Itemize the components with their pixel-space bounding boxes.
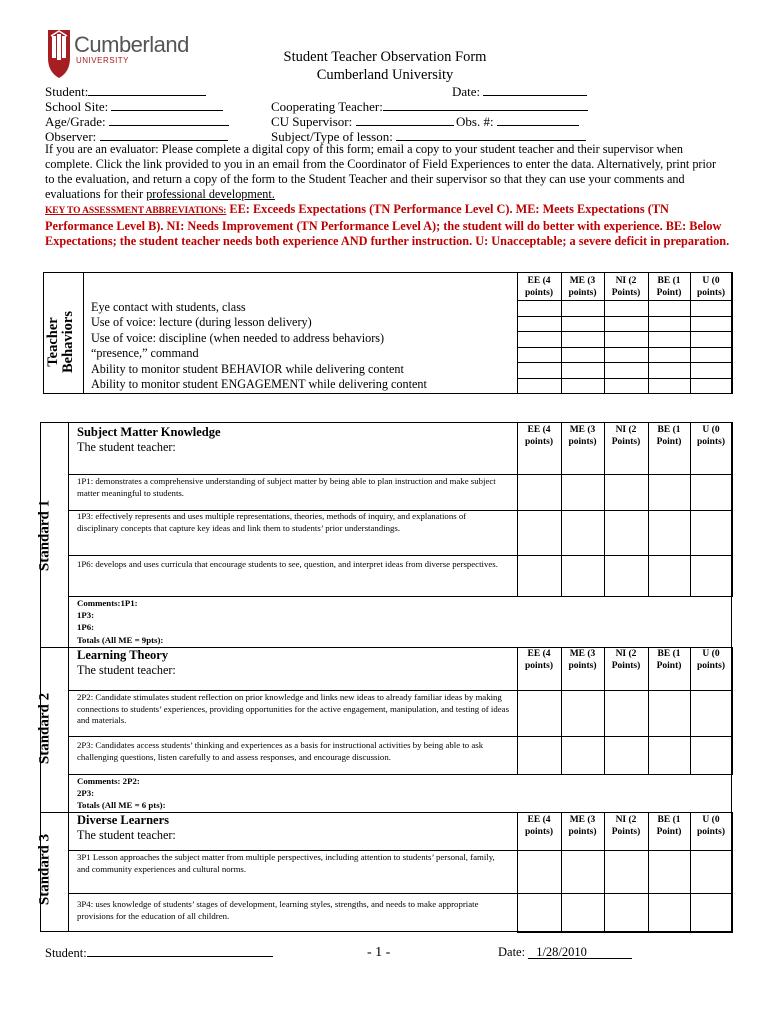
standard-3-item-3p1: 3P1 Lesson approaches the subject matter from multiple perspectives, including attention to students’ personal, family, and community experiences and cultural norms. (77, 852, 495, 874)
standard-3-rating-cell[interactable] (648, 850, 691, 894)
standard-2-rating-cell[interactable] (648, 736, 691, 775)
standard-1-rating-cell[interactable] (561, 510, 605, 556)
behavior-rating-cell[interactable] (517, 347, 562, 363)
behavior-rating-cell[interactable] (561, 378, 605, 394)
standard-1-item-1p1: 1P1: demonstrates a comprehensive understanding of subject matter by being able to plan instruction and make subject matter meaningful to students. (77, 476, 496, 498)
standard-3-rating-cell[interactable] (517, 893, 562, 933)
standard-3-rating-cell[interactable] (604, 850, 649, 894)
standard-3-label: Standard 3 (36, 833, 53, 906)
behavior-rating-cell[interactable] (561, 316, 605, 332)
cu-supervisor-field[interactable] (271, 114, 454, 129)
school-site-label: School Site: (45, 99, 109, 114)
standard-1-rating-cell[interactable] (690, 474, 733, 511)
behavior-rating-cell[interactable] (648, 331, 691, 348)
standard-2-rating-cell[interactable] (561, 690, 605, 737)
standard-1-rating-cell[interactable] (648, 474, 691, 511)
behavior-rating-cell[interactable] (561, 300, 605, 317)
rating-column-header: BE (1 Point) (656, 815, 682, 837)
behavior-rating-cell[interactable] (648, 300, 691, 317)
behavior-rating-cell[interactable] (517, 378, 562, 394)
standard-1-rating-cell[interactable] (517, 474, 562, 511)
behavior-rating-cell[interactable] (604, 331, 649, 348)
standard-1-label: Standard 1 (36, 499, 53, 572)
behavior-rating-cell[interactable] (648, 347, 691, 363)
standard-2-rating-cell[interactable] (561, 736, 605, 775)
rating-column-header: EE (4 points) (525, 276, 553, 298)
behavior-rating-cell[interactable] (690, 378, 733, 394)
standard-3-subtitle: The student teacher: (77, 828, 176, 842)
form-university: Cumberland University (316, 67, 454, 83)
standard-2-item-2p2: 2P2: Candidate stimulates student reflection on prior knowledge and links new ideas to already familiar ideas by making connections to students’ experiences, providing opportunities for the active engagement, manipulation, and testing of ideas and materials. (77, 692, 509, 725)
behavior-rating-cell[interactable] (604, 300, 649, 317)
rating-column-header: NI (2 Points) (611, 276, 641, 298)
cooperating-teacher-label: Cooperating Teacher: (271, 99, 383, 114)
behavior-rating-cell[interactable] (648, 378, 691, 394)
standard-3-item-3p4: 3P4: uses knowledge of students’ stages of development, learning styles, strengths, and needs to make appropriate provisions for the education of all children. (77, 899, 479, 921)
standard-1-rating-cell[interactable] (517, 510, 562, 556)
behavior-item: “presence,” command (91, 346, 199, 360)
standard-1-rating-cell[interactable] (690, 555, 733, 597)
behavior-rating-cell[interactable] (561, 347, 605, 363)
rating-column-header: BE (1 Point) (656, 425, 682, 447)
standard-1-rating-cell[interactable] (648, 510, 691, 556)
logo-sub: UNIVERSITY (76, 56, 130, 65)
behavior-rating-cell[interactable] (690, 316, 733, 332)
standard-3-rating-cell[interactable] (690, 850, 733, 894)
cooperating-teacher-field[interactable] (271, 99, 588, 114)
standard-1-rating-cell[interactable] (604, 510, 649, 556)
rating-column-header: ME (3 points) (568, 649, 597, 671)
behavior-rating-cell[interactable] (690, 362, 733, 379)
behavior-rating-cell[interactable] (517, 316, 562, 332)
age-grade-label: Age/Grade: (45, 114, 106, 129)
standard-3-rating-cell[interactable] (561, 850, 605, 894)
standard-1-title: Subject Matter Knowledge (77, 425, 221, 439)
row-divider (68, 510, 517, 511)
age-grade-field[interactable] (45, 114, 229, 129)
standard-1-item-1p3: 1P3: effectively represents and uses multiple representations, theories, methods of inquiry, and explanations of disciplinary concepts that capture key ideas and link them to students’ prior understandings. (77, 511, 467, 533)
standard-2-rating-cell[interactable] (690, 690, 733, 737)
subject-type-label: Subject/Type of lesson: (271, 129, 393, 144)
behavior-rating-cell[interactable] (604, 378, 649, 394)
standard-1-rating-cell[interactable] (517, 555, 562, 597)
cu-supervisor-label: CU Supervisor: (271, 114, 353, 129)
rating-column-header: U (0 points) (697, 276, 725, 298)
behavior-item: Use of voice: lecture (during lesson delivery) (91, 315, 312, 329)
footer-date-label: Date: (498, 945, 526, 959)
footer-student[interactable] (45, 945, 273, 961)
standard-2-rating-cell[interactable] (604, 690, 649, 737)
behavior-rating-cell[interactable] (604, 362, 649, 379)
observer-label: Observer: (45, 129, 97, 144)
standard-2-title: Learning Theory (77, 648, 169, 662)
form-title: Student Teacher Observation Form (283, 49, 487, 65)
row-divider (68, 474, 517, 475)
behavior-rating-cell[interactable] (690, 331, 733, 348)
behavior-rating-cell[interactable] (561, 331, 605, 348)
standard-1-subtitle: The student teacher: (77, 440, 176, 454)
row-divider (68, 893, 517, 894)
date-label: Date: (452, 84, 481, 99)
logo-name: Cumberland (74, 32, 189, 57)
student-label: Student: (45, 84, 89, 99)
page-number: - 1 - (367, 945, 391, 960)
behavior-rating-cell[interactable] (648, 316, 691, 332)
footer-date-value: 1/28/2010 (528, 946, 632, 959)
key-title: KEY TO ASSESSMENT ABBREVIATIONS: (45, 206, 227, 216)
rating-column-header: NI (2 Points) (611, 815, 641, 837)
standard-1-rating-cell[interactable] (604, 474, 649, 511)
assessment-key (45, 202, 735, 249)
behavior-rating-cell[interactable] (604, 316, 649, 332)
rating-column-header: EE (4 points) (525, 815, 553, 837)
behavior-rating-cell[interactable] (517, 300, 562, 317)
teacher-behaviors-label: Teacher Behaviors (45, 310, 76, 374)
standard-1-rating-cell[interactable] (690, 510, 733, 556)
rating-column-header: ME (3 points) (568, 815, 597, 837)
behavior-rating-cell[interactable] (561, 362, 605, 379)
standard-2-subtitle: The student teacher: (77, 663, 176, 677)
row-divider (68, 596, 732, 597)
rating-column-header: U (0 points) (697, 425, 725, 447)
standard-3-rating-cell[interactable] (690, 893, 733, 933)
row-divider (68, 555, 517, 556)
obs-number-label: Obs. #: (456, 114, 494, 129)
behavior-item: Ability to monitor student BEHAVIOR while delivering content (91, 362, 404, 376)
rating-column-header: U (0 points) (697, 815, 725, 837)
key-text: EE: Exceeds Expectations (TN Performance Level C). ME: Meets Expectations (TN Performance Level B). NI: Needs Improvement (TN Performance Level A); the student will do better with experience. BE: Below Expectations; the student teacher needs both experience AND further instruction. U: Unacceptable; a severe deficit in preparation. (45, 202, 730, 248)
rating-column-header: EE (4 points) (525, 649, 553, 671)
standard-2-rating-cell[interactable] (604, 736, 649, 775)
standard-2-rating-cell[interactable] (648, 690, 691, 737)
behavior-rating-cell[interactable] (517, 331, 562, 348)
behavior-item: Eye contact with students, class (91, 300, 246, 314)
standard-1-rating-cell[interactable] (648, 555, 691, 597)
rating-column-header: BE (1 Point) (656, 649, 682, 671)
standard-3-rating-cell[interactable] (517, 850, 562, 894)
rating-column-header: ME (3 points) (568, 425, 597, 447)
standard-2-item-2p3: 2P3: Candidates access students’ thinking and experiences as a basis for instructional activities by being able to ask challenging questions, listen carefully to and assess responses, and encourage discussion. (77, 740, 484, 762)
rating-column-header: U (0 points) (697, 649, 725, 671)
row-divider (68, 736, 517, 737)
standard-3-rating-cell[interactable] (648, 893, 691, 933)
rating-column-header: NI (2 Points) (611, 649, 641, 671)
standard-3-rating-cell[interactable] (604, 893, 649, 933)
behavior-rating-cell[interactable] (604, 347, 649, 363)
behavior-rating-cell[interactable] (690, 347, 733, 363)
standard-3-title: Diverse Learners (77, 813, 169, 827)
obs-number-field[interactable] (456, 114, 579, 129)
behavior-rating-cell[interactable] (517, 362, 562, 379)
footer-date[interactable] (498, 945, 632, 960)
rating-column-header: BE (1 Point) (656, 276, 682, 298)
rating-column-header: NI (2 Points) (611, 425, 641, 447)
behavior-item: Ability to monitor student ENGAGEMENT while delivering content (91, 377, 427, 391)
row-divider (68, 774, 732, 775)
footer-student-label: Student: (45, 946, 87, 960)
school-site-field[interactable] (45, 99, 223, 114)
standard-1-rating-cell[interactable] (561, 474, 605, 511)
standard-2-rating-cell[interactable] (517, 736, 562, 775)
standard-1-comments[interactable]: Comments:1P1: 1P3: 1P6: Totals (All ME = 9pts): (77, 598, 164, 645)
rating-column-header: ME (3 points) (568, 276, 597, 298)
standard-1-item-1p6: 1P6: develops and uses curricula that encourage students to see, question, and interpret ideas from diverse perspectives. (77, 559, 498, 569)
student-field[interactable] (45, 84, 206, 99)
behavior-rating-cell[interactable] (690, 300, 733, 317)
evaluator-instructions: If you are an evaluator: Please complete a digital copy of this form; email a copy to your student teacher and their supervisor when complete. Click the link provided to you in an email from the Coordinator of Field Experiences to enter the data. Alternatively, print prior to the evaluation, and return a copy of the form to the Student Teacher and their supervisor so that they can use your comments and evaluations for their professional development. (45, 142, 717, 201)
standard-2-rating-cell[interactable] (690, 736, 733, 775)
row-divider (68, 850, 517, 851)
standard-3-rating-cell[interactable] (561, 893, 605, 933)
behavior-item: Use of voice: discipline (when needed to address behaviors) (91, 331, 385, 345)
behavior-rating-cell[interactable] (648, 362, 691, 379)
rating-column-header: EE (4 points) (525, 425, 553, 447)
row-divider (68, 690, 517, 691)
standard-2-rating-cell[interactable] (517, 690, 562, 737)
standard-2-comments[interactable]: Comments: 2P2: 2P3: Totals (All ME = 6 pts): (77, 776, 166, 811)
standard-1-rating-cell[interactable] (561, 555, 605, 597)
standard-1-rating-cell[interactable] (604, 555, 649, 597)
standard-2-label: Standard 2 (36, 692, 53, 765)
date-field[interactable] (452, 84, 587, 99)
